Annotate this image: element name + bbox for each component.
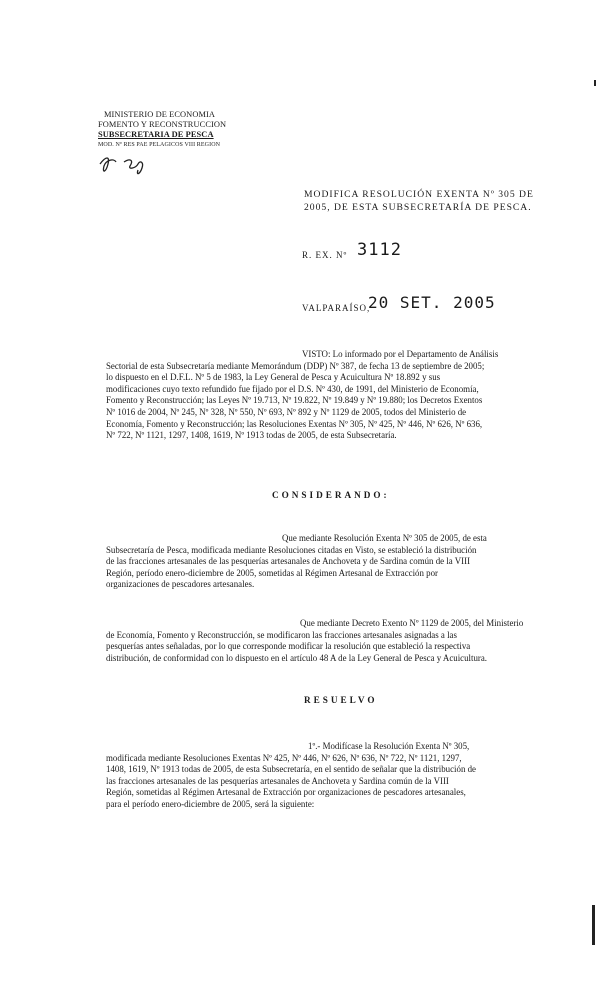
resuelvo-paragraph-1 xyxy=(106,741,540,811)
document-date: 20 SET. 2005 xyxy=(368,293,496,312)
visto-line: VISTO: Lo informado por el Departamento de Análisis xyxy=(302,349,499,359)
title-line-1: MODIFICA RESOLUCIÓN EXENTA Nº 305 DE xyxy=(304,189,534,200)
visto-paragraph xyxy=(106,349,540,442)
scan-edge-mark xyxy=(592,905,595,945)
visto-line: lo dispuesto en el D.F.L. Nº 5 de 1983, la Ley General de Pesca y Acuicultura Nº 18.892 y sus xyxy=(106,372,441,383)
resuelvo-line: modificada mediante Resoluciones Exentas Nº 425, Nº 446, Nº 626, Nº 636, Nº 722, Nº 1121, 1297, xyxy=(106,752,462,763)
resuelvo-line: las fracciones artesanales de las pesquerías artesanales de Anchoveta y Sardina común de la VIII xyxy=(106,775,449,786)
visto-line: Economía, Fomento y Reconstrucción; las Resoluciones Exentas Nº 305, Nº 425, Nº 446, Nº 626, Nº 636, xyxy=(106,418,483,429)
considerando-heading: CONSIDERANDO: xyxy=(272,490,390,500)
place-label: VALPARAÍSO, xyxy=(302,303,371,313)
visto-line: Nº 722, Nº 1121, 1297, 1408, 1619, Nº 1913 todas de 2005, de esta Subsecretaría. xyxy=(106,430,397,441)
considerando-paragraph-1 xyxy=(106,533,540,591)
considerando-paragraph-2 xyxy=(106,618,540,664)
subsecretariat-name: SUBSECRETARIA DE PESCA xyxy=(98,130,214,139)
considerando-line: Que mediante Resolución Exenta Nº 305 de 2005, de esta xyxy=(282,533,487,543)
resuelvo-line: Región, sometidas al Régimen Artesanal de Extracción por organizaciones de pescadores artesanales, xyxy=(106,787,466,798)
resuelvo-heading: RESUELVO xyxy=(304,695,378,705)
signature-initials xyxy=(96,150,156,180)
ministry-header xyxy=(98,110,268,150)
ministry-subname: FOMENTO Y RECONSTRUCCION xyxy=(98,120,227,129)
resolution-number: 3112 xyxy=(357,240,402,260)
considerando-line: distribución, de conformidad con lo dispuesto en el artículo 48 A de la Ley General de Pesca y Acuicultura. xyxy=(106,652,488,663)
document-title xyxy=(304,188,544,214)
visto-line: Sectorial de esta Subsecretaría mediante Memorándum (DDP) Nº 387, de fecha 13 de septiembre de 2005; xyxy=(106,360,485,371)
considerando-line: organizaciones de pescadores artesanales. xyxy=(106,579,255,590)
considerando-line: de Economía, Fomento y Reconstrucción, se modificaron las fracciones artesanales asignadas a las xyxy=(106,629,457,640)
visto-line: Fomento y Reconstrucción; las Leyes Nº 19.713, Nº 19.822, Nº 19.849 y Nº 19.880; los Decretos Exentos xyxy=(106,395,483,406)
considerando-line: Región, período enero-diciembre de 2005, sometidas al Régimen Artesanal de Extracción por xyxy=(106,567,438,578)
title-line-2: 2005, DE ESTA SUBSECRETARÍA DE PESCA. xyxy=(304,202,532,213)
visto-line: Nº 1016 de 2004, Nº 245, Nº 328, Nº 550, Nº 693, Nº 892 y Nº 1129 de 2005, todos del Ministerio de xyxy=(106,406,467,417)
ministry-name: MINISTERIO DE ECONOMIA xyxy=(104,110,216,119)
considerando-line: Que mediante Decreto Exento Nº 1129 de 2005, del Ministerio xyxy=(300,618,524,628)
document-reference: MOD. Nº RES PAE PELAGICOS VIII REGION xyxy=(98,142,221,148)
considerando-line: pesquerías antes señaladas, por lo que corresponde modificar la resolución que estableció la respectiva xyxy=(106,641,471,652)
visto-line: modificaciones cuyo texto refundido fue fijado por el D.S. Nº 430, de 1991, del Ministerio de Economía, xyxy=(106,383,479,394)
resolution-label: R. EX. Nº xyxy=(302,250,348,260)
scan-edge-mark xyxy=(594,80,596,86)
resuelvo-line: 1º.- Modifícase la Resolución Exenta Nº 305, xyxy=(308,741,470,751)
resuelvo-line: para el período enero-diciembre de 2005, será la siguiente: xyxy=(106,798,315,809)
resuelvo-line: 1408, 1619, Nº 1913 todas de 2005, de esta Subsecretaría, en el sentido de señalar que la distribución de xyxy=(106,764,476,775)
considerando-line: Subsecretaría de Pesca, modificada mediante Resoluciones citadas en Visto, se estableció la distribución xyxy=(106,544,477,555)
considerando-line: de las fracciones artesanales de las pesquerías artesanales de Anchoveta y de Sardina común de la VIII xyxy=(106,556,471,567)
